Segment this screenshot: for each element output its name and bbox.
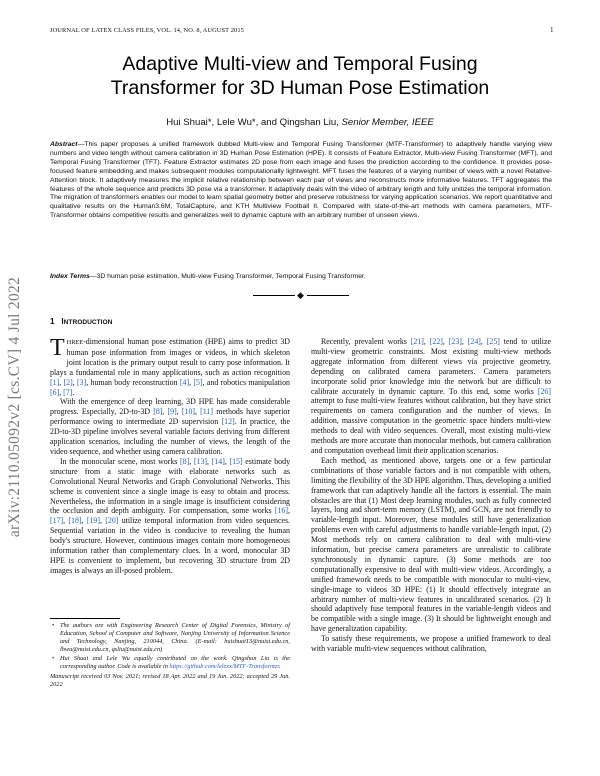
citation-link[interactable]: [2] (63, 377, 73, 387)
section-number: 1 (50, 317, 55, 326)
citation-link[interactable]: [20] (105, 516, 119, 526)
footnote-text: . (279, 662, 281, 670)
footnotes (50, 622, 290, 690)
author-line (60, 117, 540, 128)
section-title-rest: NTRODUCTION (63, 319, 113, 326)
footnote-item (50, 622, 290, 654)
citation-link[interactable]: [26] (537, 386, 551, 396)
index-terms-label: Index Terms (50, 273, 90, 280)
journal-header: JOURNAL OF LATEX CLASS FILES, VOL. 14, NO. 8, AUGUST 2015 (50, 27, 244, 34)
drop-cap: T (50, 335, 65, 361)
paragraph: With the emergence of deep learning, 3D HPE has made considerable progress. Especially, 2D-to-3D [8], [9], [10], [11] methods have superior performance owing to intermediate 2D supervision [12]. In practice, the 2D-to-3D pipeline involves several variable factors deriving from different application scenarios, including the number of views, the length of the video sequence, and whether using camera calibration. (50, 397, 291, 456)
divider-line-left (253, 295, 295, 296)
author-names: Hui Shuai*, Lele Wu*, and Qingshan Liu, (166, 117, 339, 128)
text: utilize temporal information from video sequences. Sequential variation in the video is conducive to revealing the human body's structure. However, continuous images contain more homogeneous information rather than complementary clues. In a word, monocular 3D HPE is convenient to implement, but recovering 3D structure from 2D images is always an ill-posed problem. (50, 516, 290, 575)
citation-link[interactable]: [11] (200, 407, 214, 417)
section-divider (253, 290, 349, 300)
text: , human body reconstruction (86, 377, 180, 387)
citation-link[interactable]: [4] (179, 377, 190, 387)
citation-link[interactable]: [24] (467, 337, 481, 346)
text: With the emergence of deep learning, 3D HPE has made considerable progress. Especially, 2D-to-3D (50, 397, 290, 417)
citation-link[interactable]: [19] (86, 516, 100, 526)
paragraph: To satisfy these requirements, we propose a unified framework to deal with variable multi-view sequences without calibration, (311, 634, 551, 654)
citation-link[interactable]: [14] (211, 456, 225, 466)
citation-link[interactable]: [6] (50, 387, 60, 397)
paragraph: In the monocular scene, most works [8], [13], [14], [15] estimate body structure from a static image with elaborate networks such as Convolutional Neural Networks and Graph Convolutional Networks. This scheme is convenient since a single image is easy to obtain and process. Nevertheless, the information in a single image is insufficient considering the occlusion and depth ambiguity. For compensation, some works [16], [17], [18], [19], [20] utilize temporal information from video sequences. Sequential variation in the video is conducive to revealing the human body's structure. However, continuous images contain more homogeneous information rather than complementary clues. In a word, monocular 3D HPE is convenient to implement, but recovering 3D structure from 2D images is always an ill-posed problem. (50, 456, 291, 575)
text: methods have superior performance owing to intermediate 2D supervision (50, 407, 290, 427)
text: . In practice, the 2D-to-3D pipeline involves several variable factors deriving from different application scenarios, including the number of views, the length of the video sequence, and whether using camera calibration. (50, 417, 291, 456)
text: tend to utilize multi-view geometric constraints. Most existing multi-view methods aggregate information from different views via projective geometry, depending on calibrated camera parameters. Camera parameters incorporate solid prior knowledge into the network but are difficult to calibrate accurately in dynamic capture. To this end, some works (311, 337, 551, 396)
citation-link[interactable]: [22] (429, 337, 443, 346)
citation-link[interactable]: [12] (221, 417, 235, 427)
citation-link[interactable]: [9] (167, 407, 177, 417)
text: In the monocular scene, most works (60, 456, 181, 466)
page-number: 1 (550, 26, 554, 34)
column-left (50, 337, 290, 576)
citation-link[interactable]: [8] (153, 407, 163, 417)
divider-line-right (307, 295, 349, 296)
citation-link[interactable]: [18] (68, 516, 82, 526)
abstract (50, 141, 552, 221)
index-terms-text: —3D human pose estimation, Multi-view Fusing Transformer, Temporal Fusing Transformer. (89, 273, 366, 280)
paragraph: Recently, prevalent works [21], [22], [23], [24], [25] tend to utilize multi-view geometric constraints. Most existing multi-view methods aggregate information from different views via projective geometry, depending on calibrated camera parameters. Camera parameters incorporate solid prior knowledge into the network but are difficult to calibrate accurately in dynamic capture. To this end, some works [26] attempt to fuse multi-view features without calibration, but they have strict requirements on camera configuration and the number of views. In addition, massive computation in the geometric space hinders multi-view methods to deal with video sequences. Overall, most existing multi-view methods are more accurate than monocular methods, but camera calibration and computation overhead limit their application scenarios. (311, 337, 551, 455)
code-link[interactable]: https://github.com/lelexx/MTF-Transformer (169, 662, 280, 670)
bullet-icon: • (52, 654, 55, 662)
citation-link[interactable]: [13] (193, 456, 208, 466)
citation-link[interactable]: [3] (77, 377, 87, 387)
footnote-text: The authors are with Engineering Research Center of Digital Forensics, Ministry of Education, School of Computer and Software, Nanjing University of Information Science and Technology, Nanjing, 210044, China. (E-mail: huishuai13@nuist.edu.cn, lhwu@nuist.edu.cn, qsliu@nuist.edu.cn) (60, 622, 290, 653)
footnote-text: Hui Shuai and Lele Wu equally contributed on the work. Qingshan Liu is the corresponding author. Code is available in (60, 654, 290, 670)
text: attempt to fuse multi-view features without calibration, but they have strict requirements on camera configuration and the number of views. In addition, massive computation in the geometric space hinders multi-view methods to deal with video sequences. Overall, most existing multi-view methods are more accurate than monocular methods, but camera calibration and computation overhead limit their application scenarios. (311, 396, 551, 455)
manuscript-dates: Manuscript received 03 Nov. 2021; revised 18 Apr. 2022 and 19 Jun. 2022; accepted 29 Jun. 2022 (50, 673, 290, 689)
citation-link[interactable]: [23] (448, 337, 462, 346)
citation-link[interactable]: [5] (193, 377, 203, 387)
citation-link[interactable]: [25] (486, 337, 500, 346)
citation-link[interactable]: [1] (50, 377, 60, 387)
citation-link[interactable]: [10] (181, 407, 196, 417)
text: , and robotics manipulation (202, 377, 290, 387)
abstract-text: —This paper proposes a unified framework dubbed Multi-view and Temporal Fusing Transformer (MTF-Transformer) to adaptively handle varying view numbers and video length without camera calibration in 3D Human Pose Estimation (HPE). It consists of Feature Extractor, Multi-view Fusing Transformer (MFT), and Temporal Fusing Transformer (TFT). Feature Extractor estimates 2D pose from each image and fuses the prediction according to the confidence. It provides pose-focused feature embedding and makes subsequent modules computationally lightweight. MFT fuses the features of a varying number of views with a novel Relative-Attention block. It adaptively measures the implicit relative relationship between each pair of views and reconstructs more informative features. TFT aggregates the features of the whole sequence and predicts 3D pose via a transformer. It adaptively deals with the video of arbitrary length and fully unitizes the temporal information. The migration of transformers enables our model to learn spatial geometry better and preserve robustness for varying application scenarios. We report quantitative and qualitative results on the Human3.6M, TotalCapture, and KTH Multiview Football II. Compared with state-of-the-art methods with camera parameters, MTF-Transformer obtains competitive results and generalizes well to dynamic capture with an arbitrary number of unseen views. (50, 141, 552, 220)
footnote-rule (50, 618, 120, 619)
abstract-label: Abstract (50, 141, 78, 148)
citation-link[interactable]: [21] (410, 337, 424, 346)
citation-link[interactable]: [16] (274, 506, 289, 516)
footnote-item (50, 655, 290, 671)
bullet-icon: • (52, 622, 55, 629)
paper-title (40, 52, 560, 100)
title-line-1: Adaptive Multi-view and Temporal Fusing (122, 53, 478, 75)
text: -dimensional human pose estimation (HPE) aims to predict 3D human pose information from images or videos, in which skeleton joint location is the primary output result to carry pose information. It plays a fundamental role in many applications, such as action recognition (50, 337, 290, 377)
citation-link[interactable]: [17] (50, 516, 64, 526)
citation-link[interactable]: [8] (180, 456, 190, 466)
arxiv-stamp: arXiv:2110.05092v2 [cs.CV] 4 Jul 2022 (6, 276, 23, 538)
paragraph: THREE-dimensional human pose estimation (HPE) aims to predict 3D human pose information from images or videos, in which skeleton joint location is the primary output result to carry pose information. It plays a fundamental role in many applications, such as action recognition [1], [2], [3], human body reconstruction [4], [5], and robotics manipulation [6], [7]. (50, 335, 290, 397)
text: estimate body structure from a static image with elaborate networks such as Convolutional Neural Networks and Graph Convolutional Networks. This scheme is convenient since a single image is easy to obtain and process. Nevertheless, the information in a single image is insufficient considering the occlusion and depth ambiguity. For compensation, some works (50, 456, 291, 516)
section-heading (50, 317, 112, 326)
index-terms (50, 273, 552, 282)
text: Recently, prevalent works (321, 337, 411, 346)
citation-link[interactable]: [15] (229, 456, 243, 466)
title-line-2: Transformer for 3D Human Pose Estimation (110, 77, 490, 99)
author-role: Senior Member, IEEE (341, 117, 434, 128)
column-right (311, 337, 551, 654)
paragraph: Each method, as mentioned above, targets one or a few particular combinations of those variable factors and is not compatible with others, limiting the flexibility of the 3D HPE algorithm. Thus, developing a unified framework that can adaptively handle all the factors is essential. The main obstacles are that (1) Most deep learning modules, such as fully connected layers, long and short-term memory (LSTM), and GCN, are not friendly to variable-length input. Moreover, these modules still have generalization problems even with careful adjustments to handle variable-length input. (2) Most methods rely on camera calibration to deal with multi-view information, but precise camera parameters are unrealistic to calibrate synchronously in dynamic capture. (3) Some methods are too computationally expensive to deal with multi-view videos. Accordingly, a unified framework needs to be compatible with monocular to multi-view, single-image to videos 3D HPE: (1) It should effectively integrate an arbitrary number of multi-view features in uncalibrated scenarios. (2) It should adaptively fuse temporal features in the variable-length videos and be compatible with a single image. (3) It should be lightweight enough and have generalization capability. (311, 455, 551, 634)
small-caps-word: HREE (66, 339, 84, 346)
section-title-first: I (61, 317, 64, 326)
citation-link[interactable]: [7] (63, 387, 73, 397)
diamond-icon: ◆ (297, 290, 304, 300)
